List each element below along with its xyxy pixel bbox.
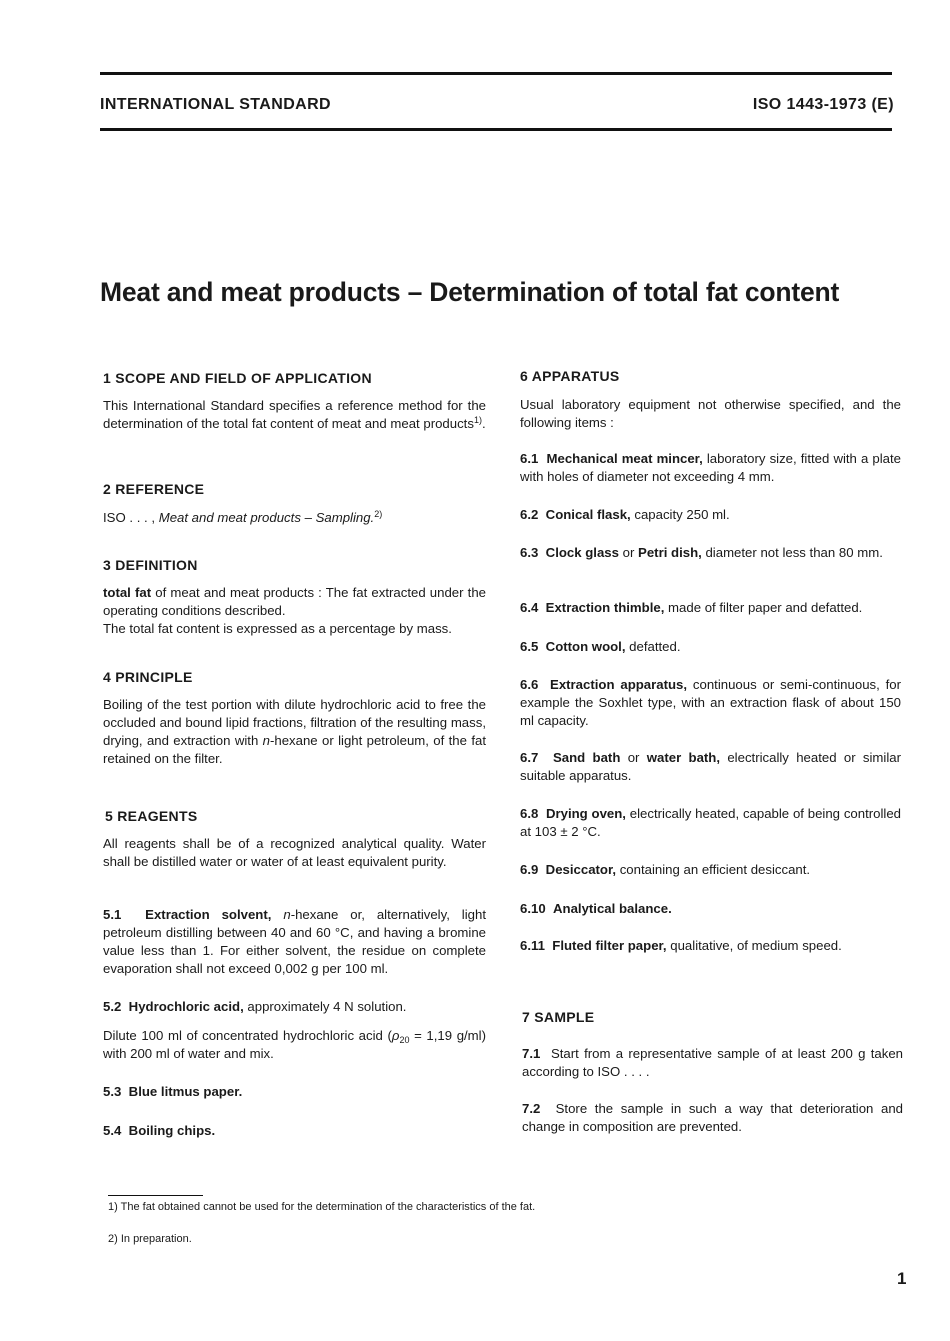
standard-label: INTERNATIONAL STANDARD <box>100 96 332 113</box>
item-6-3: 6.3 Clock glass or Petri dish, diameter not less than 80 mm. <box>520 545 883 560</box>
footnote-ref-2: 2) <box>374 509 383 519</box>
section-1-heading: 1 SCOPE AND FIELD OF APPLICATION <box>103 370 372 386</box>
item-5-3: 5.3 Blue litmus paper. <box>103 1084 243 1099</box>
item-6-7: 6.7 Sand bath or water bath, electrically heated or similar suitable apparatus. <box>520 750 902 783</box>
page-number: 1 <box>897 1269 907 1288</box>
item-6-11: 6.11 Fluted filter paper, qualitative, of medium speed. <box>520 938 842 953</box>
item-6-8: 6.8 Drying oven, electrically heated, capable of being controlled at 103 ± 2 °C. <box>520 806 901 839</box>
section-6-heading: 6 APPARATUS <box>520 368 620 384</box>
footnote-1: 1) The fat obtained cannot be used for the determination of the characteristics of the fat. <box>108 1201 536 1213</box>
item-6-4: 6.4 Extraction thimble, made of filter paper and defatted. <box>520 600 863 615</box>
standard-number: ISO 1443-1973 (E) <box>752 96 894 113</box>
section-3-text: total fat of meat and meat products : The fat extracted under the operating conditions described. The total fat content is expressed as a percentage by mass. <box>103 585 487 636</box>
section-7-heading: 7 SAMPLE <box>522 1009 595 1025</box>
section-5-text: All reagents shall be of a recognized analytical quality. Water shall be distilled water or water of at least equivalent purity. <box>103 836 486 869</box>
top-rule <box>100 72 892 75</box>
item-6-6: 6.6 Extraction apparatus, continuous or semi-continuous, for example the Soxhlet type, with an extraction flask of about 150 ml capacity. <box>520 677 902 728</box>
section-4-heading: 4 PRINCIPLE <box>103 669 193 685</box>
item-5-2: 5.2 Hydrochloric acid, approximately 4 N solution. <box>103 999 407 1014</box>
item-6-9: 6.9 Desiccator, containing an efficient desiccant. <box>520 862 811 877</box>
document-title: Meat and meat products – Determination of total fat content <box>100 277 840 307</box>
item-6-1: 6.1 Mechanical meat mincer, laboratory size, fitted with a plate with holes of diameter not exceeding 4 mm. <box>520 451 901 484</box>
footnote-ref-1: 1) <box>473 415 482 425</box>
item-6-5: 6.5 Cotton wool, defatted. <box>520 639 681 654</box>
section-6-text: Usual laboratory equipment not otherwise specified, and the following items : <box>520 397 901 430</box>
item-7-1: 7.1 Start from a representative sample of at least 200 g taken according to ISO . . . . <box>522 1046 903 1079</box>
section-4-text: Boiling of the test portion with dilute hydrochloric acid to free the occluded and bound lipid fractions, filtration of the resulting mass, drying, and extraction with n-hexane or light petroleum, of the fat retained on the filter. <box>103 697 486 766</box>
section-2-text: ISO . . . , Meat and meat products – Sampling.$^{2)}$ <box>103 509 383 525</box>
header-rule <box>100 128 892 131</box>
item-5-4: 5.4 Boiling chips. <box>103 1123 216 1138</box>
item-7-2: 7.2 Store the sample in such a way that deterioration and change in composition are prevented. <box>522 1101 904 1134</box>
section-3-heading: 3 DEFINITION <box>103 557 198 573</box>
item-6-2: 6.2 Conical flask, capacity 250 ml. <box>520 507 730 522</box>
section-5-heading: 5 REAGENTS <box>105 808 198 824</box>
item-6-10: 6.10 Analytical balance. <box>520 901 672 916</box>
footnote-rule <box>108 1195 203 1196</box>
item-5-2-dilution: Dilute 100 ml of concentrated hydrochloric acid ($\rho_{20} = 1,19$ g/ml) with 200 ml of water and mix. <box>103 1028 486 1061</box>
item-5-1: 5.1 Extraction solvent, n-hexane or, alternatively, light petroleum distilling between 40 and 60 °C, and having a bromine value less than 1. For either solvent, the residue on complete evaporation shall not exceed 0,002 g per 100 ml. <box>103 907 486 976</box>
section-2-heading: 2 REFERENCE <box>103 481 205 497</box>
footnote-2: 2) In preparation. <box>108 1233 192 1245</box>
section-1-text: This International Standard specifies a reference method for the determination of the total fat content of meat and meat products$^{1)}$. <box>103 398 486 431</box>
